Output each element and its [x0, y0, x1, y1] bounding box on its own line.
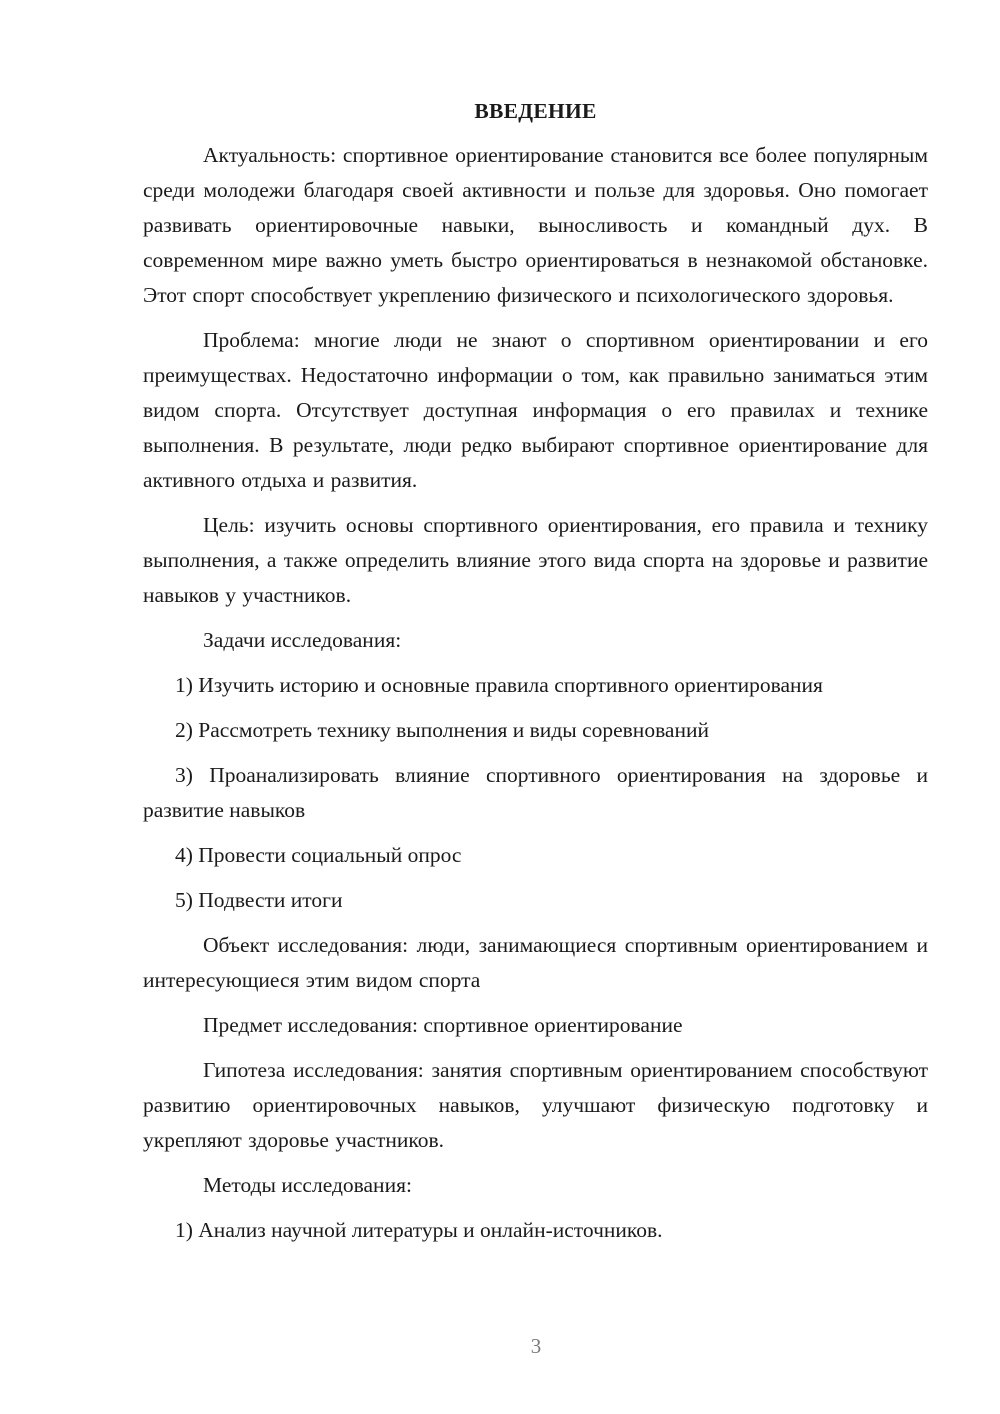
task-item: 1) Изучить историю и основные правила спортивного ориентирования	[175, 673, 823, 697]
relevance-paragraph: Актуальность: спортивное ориентирование становится все более популярным среди молодежи благодаря своей активности и пользе для здоровья. Оно помогает развивать ориентировочные навыки, выносливость и командный дух. В современном мире важно уметь быстро ориентироваться в незнакомой обстановке. Этот спорт способствует укреплению физического и психологического здоровья.	[143, 143, 928, 307]
page-number: 3	[530, 1334, 542, 1358]
task-item: 2) Рассмотреть технику выполнения и виды соревнований	[175, 718, 709, 742]
method-item: 1) Анализ научной литературы и онлайн-источников.	[175, 1218, 663, 1242]
document-heading: ВВЕДЕНИЕ	[474, 99, 597, 123]
hypothesis-paragraph: Гипотеза исследования: занятия спортивным ориентированием способствуют развитию ориентировочных навыков, улучшают физическую подготовку и укрепляют здоровье участников.	[143, 1058, 928, 1152]
goal-paragraph: Цель: изучить основы спортивного ориентирования, его правила и технику выполнения, а также определить влияние этого вида спорта на здоровье и развитие навыков у участников.	[143, 513, 928, 607]
task-item: 3) Проанализировать влияние спортивного ориентирования на здоровье и развитие навыков	[143, 763, 928, 822]
document-page	[143, 96, 928, 1258]
methods-title: Методы исследования:	[203, 1173, 412, 1197]
task-item: 4) Провести социальный опрос	[175, 843, 462, 867]
tasks-title: Задачи исследования:	[203, 628, 402, 652]
subject-paragraph: Предмет исследования: спортивное ориентирование	[203, 1013, 683, 1037]
task-item: 5) Подвести итоги	[175, 888, 343, 912]
problem-paragraph: Проблема: многие люди не знают о спортивном ориентировании и его преимуществах. Недостаточно информации о том, как правильно заниматься этим видом спорта. Отсутствует доступная информация о его правилах и технике выполнения. В результате, люди редко выбирают спортивное ориентирование для активного отдыха и развития.	[143, 328, 928, 492]
object-paragraph: Объект исследования: люди, занимающиеся спортивным ориентированием и интересующиеся этим видом спорта	[143, 933, 928, 992]
